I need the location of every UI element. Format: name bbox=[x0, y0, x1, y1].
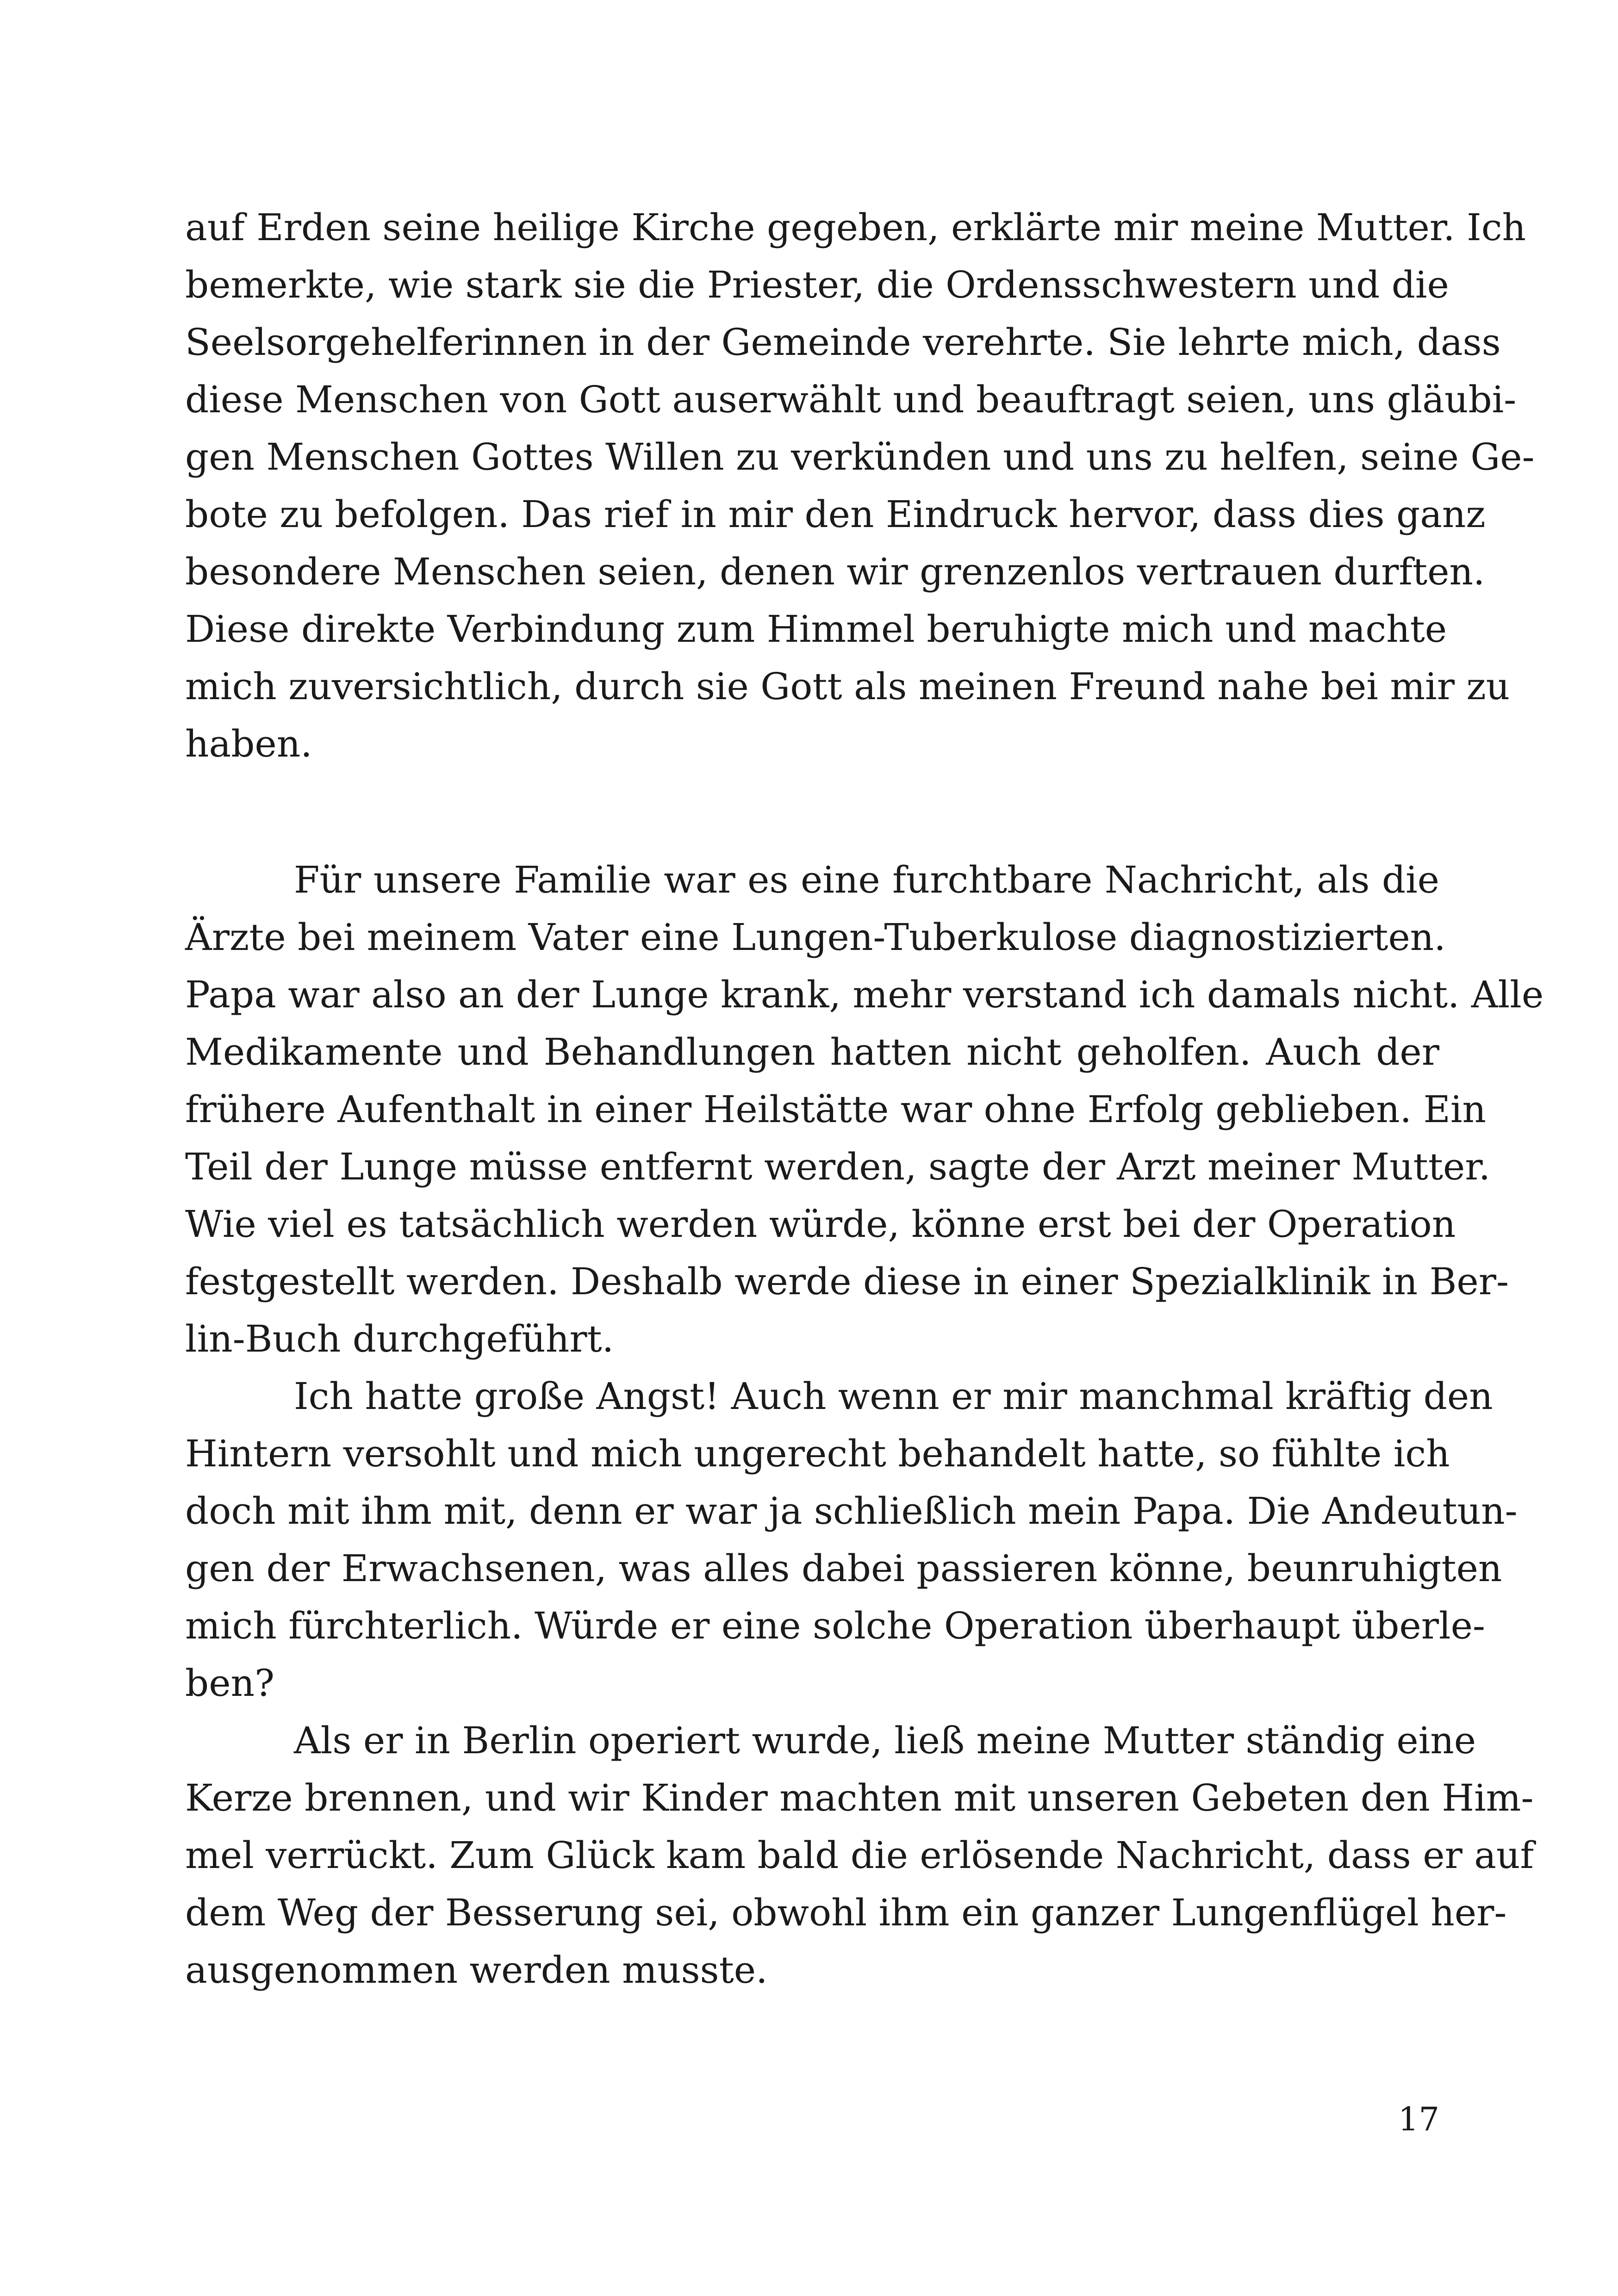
text-line: Wie viel es tatsächlich werden würde, könne erst bei der Operation bbox=[185, 1203, 1456, 1246]
paragraph-3 bbox=[185, 1368, 1518, 1712]
text-line: dem Weg der Besserung sei, obwohl ihm ein ganzer Lungenflügel her- bbox=[185, 1891, 1507, 1934]
text-line: festgestellt werden. Deshalb werde diese in einer Spezialklinik in Ber- bbox=[185, 1260, 1509, 1303]
text-line: ben? bbox=[185, 1662, 274, 1705]
text-line: mich zuversichtlich, durch sie Gott als meinen Freund nahe bei mir zu bbox=[185, 665, 1510, 708]
text-line: Seelsorgehelferinnen in der Gemeinde verehrte. Sie lehrte mich, dass bbox=[185, 321, 1501, 364]
text-line: mel verrückt. Zum Glück kam bald die erlösende Nachricht, dass er auf bbox=[185, 1834, 1534, 1877]
text-line: lin-Buch durchgeführt. bbox=[185, 1317, 614, 1360]
text-line: Ich hatte große Angst! Auch wenn er mir manchmal kräftig den bbox=[294, 1375, 1493, 1418]
text-line: frühere Aufenthalt in einer Heilstätte war ohne Erfolg geblieben. Ein bbox=[185, 1088, 1487, 1131]
page-body bbox=[185, 199, 1544, 1999]
text-line: Für unsere Familie war es eine furchtbare Nachricht, als die bbox=[294, 858, 1439, 901]
paragraph-4 bbox=[185, 1712, 1534, 1999]
text-line: Diese direkte Verbindung zum Himmel beruhigte mich und machte bbox=[185, 608, 1447, 651]
paragraph-2 bbox=[185, 851, 1544, 1368]
text-line: Kerze brennen, und wir Kinder machten mit unseren Gebeten den Him- bbox=[185, 1776, 1534, 1819]
text-line: bemerkte, wie stark sie die Priester, die Ordensschwestern und die bbox=[185, 263, 1449, 306]
text-line: ausgenommen werden musste. bbox=[185, 1948, 768, 1992]
text-line: Hintern versohlt und mich ungerecht behandelt hatte, so fühlte ich bbox=[185, 1432, 1450, 1475]
text-line: diese Menschen von Gott auserwählt und beauftragt seien, uns gläubi- bbox=[185, 378, 1517, 421]
text-line: bote zu befolgen. Das rief in mir den Eindruck hervor, dass dies ganz bbox=[185, 493, 1486, 536]
text-line: mich fürchterlich. Würde er eine solche Operation überhaupt überle- bbox=[185, 1604, 1485, 1647]
text-line: haben. bbox=[185, 722, 312, 765]
page-number: 17 bbox=[1398, 2100, 1439, 2138]
text-line: Als er in Berlin operiert wurde, ließ meine Mutter ständig eine bbox=[294, 1719, 1476, 1762]
text-line: doch mit ihm mit, denn er war ja schließlich mein Papa. Die Andeutun- bbox=[185, 1489, 1518, 1533]
text-line: besondere Menschen seien, denen wir grenzenlos vertrauen durften. bbox=[185, 550, 1485, 593]
text-line: auf Erden seine heilige Kirche gegeben, erklärte mir meine Mutter. Ich bbox=[185, 206, 1526, 249]
text-line: Medikamente und Behandlungen hatten nicht geholfen. Auch der bbox=[185, 1030, 1439, 1074]
text-line: Papa war also an der Lunge krank, mehr verstand ich damals nicht. Alle bbox=[185, 973, 1544, 1016]
text-line: Ärzte bei meinem Vater eine Lungen-Tuberkulose diagnostizierten. bbox=[185, 916, 1446, 959]
paragraph-1 bbox=[185, 199, 1535, 773]
text-line: Teil der Lunge müsse entfernt werden, sagte der Arzt meiner Mutter. bbox=[185, 1145, 1491, 1188]
text-line: gen Menschen Gottes Willen zu verkünden und uns zu helfen, seine Ge- bbox=[185, 435, 1535, 478]
section-break bbox=[185, 773, 1439, 851]
text-line: gen der Erwachsenen, was alles dabei passieren könne, beunruhigten bbox=[185, 1547, 1502, 1590]
